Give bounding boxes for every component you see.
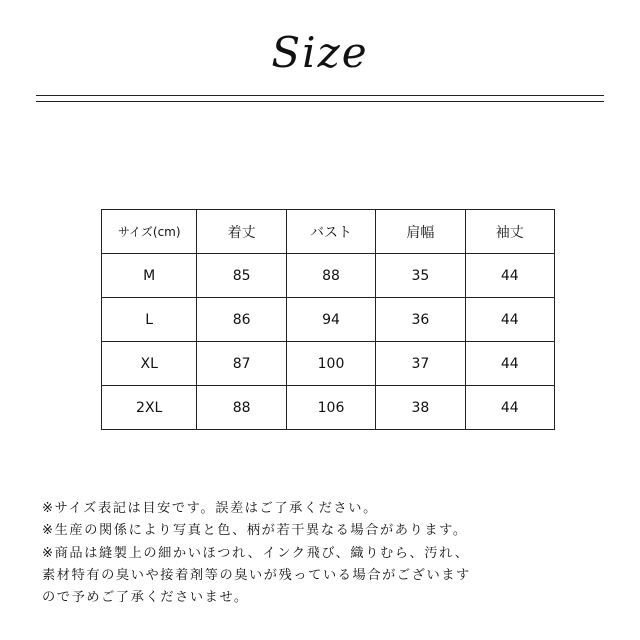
note-line: ので予めご了承くださいませ。	[42, 590, 249, 606]
shoulder-cell: 38	[376, 386, 465, 430]
header-bust: バスト	[286, 210, 375, 254]
notes-block	[42, 498, 622, 609]
size-table	[101, 209, 555, 430]
length-cell: 87	[197, 342, 286, 386]
bust-cell: 94	[286, 298, 375, 342]
note-line: ※生産の関係により写真と色、柄が若干異なる場合があります。	[42, 523, 468, 539]
page-title: Size	[271, 28, 369, 77]
size-label-cell: M	[102, 254, 197, 298]
sleeve-cell: 44	[465, 386, 554, 430]
table-row	[102, 298, 555, 342]
header-shoulder: 肩幅	[376, 210, 465, 254]
title-divider-top	[36, 95, 604, 96]
size-label-cell: L	[102, 298, 197, 342]
header-size-cm: サイズ(cm)	[102, 210, 197, 254]
bust-cell: 106	[286, 386, 375, 430]
bust-cell: 88	[286, 254, 375, 298]
table-row	[102, 254, 555, 298]
shoulder-cell: 36	[376, 298, 465, 342]
length-cell: 86	[197, 298, 286, 342]
table-header-row	[102, 210, 555, 254]
note-line: ※商品は縫製上の細かいほつれ、インク飛び、織りむら、汚れ、	[42, 545, 470, 561]
note-line: ※サイズ表記は目安です。誤差はご了承ください。	[42, 501, 378, 516]
sleeve-cell: 44	[465, 298, 554, 342]
shoulder-cell: 37	[376, 342, 465, 386]
table-row	[102, 386, 555, 430]
sleeve-cell: 44	[465, 254, 554, 298]
bust-cell: 100	[286, 342, 375, 386]
note-line: 素材特有の臭いや接着剤等の臭いが残っている場合がございます	[42, 567, 471, 583]
header-sleeve: 袖丈	[465, 210, 554, 254]
header-length: 着丈	[197, 210, 286, 254]
sleeve-cell: 44	[465, 342, 554, 386]
size-label-cell: XL	[102, 342, 197, 386]
shoulder-cell: 35	[376, 254, 465, 298]
length-cell: 85	[197, 254, 286, 298]
length-cell: 88	[197, 386, 286, 430]
title-divider-bottom	[36, 101, 604, 102]
table-row	[102, 342, 555, 386]
size-label-cell: 2XL	[102, 386, 197, 430]
